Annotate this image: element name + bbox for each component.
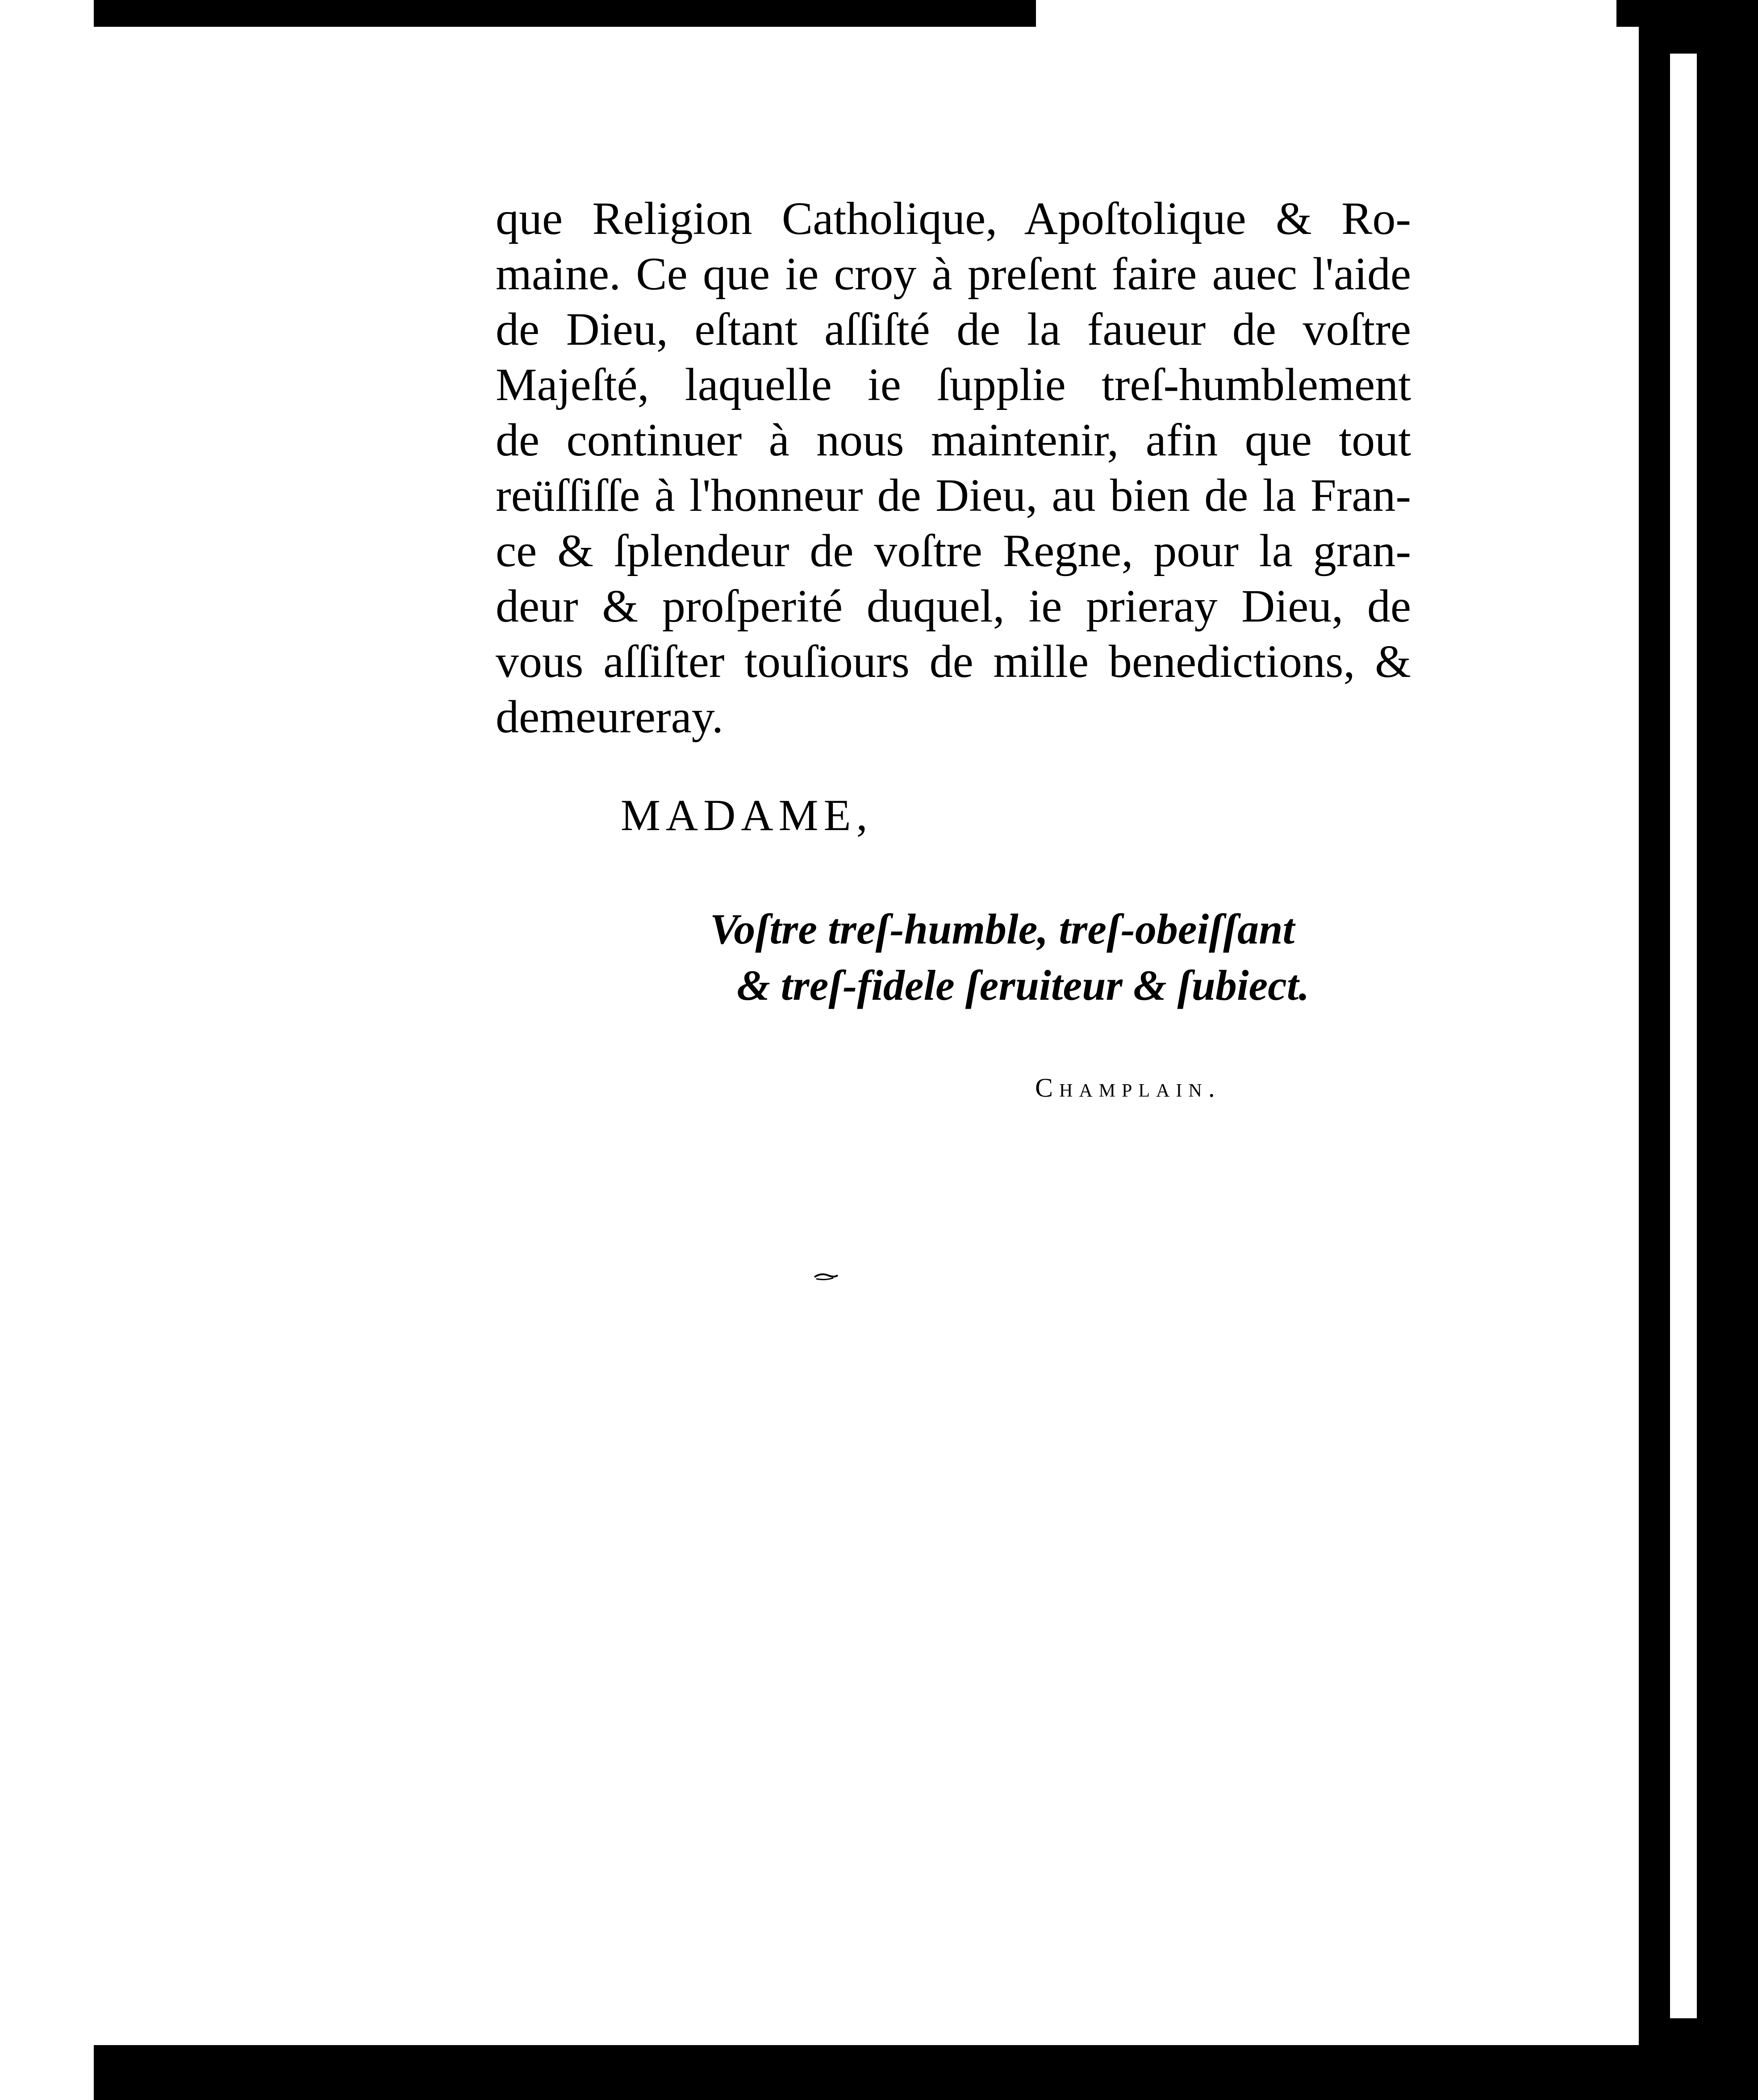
letter-body <box>496 191 1411 745</box>
body-line: ce & ſplendeur de voſtre Regne, pour la gran- <box>496 525 1411 576</box>
body-line: de Dieu, eſtant aſſiſté de la faueur de voſtre <box>496 304 1411 355</box>
closing-line: Voſtre treſ-humble, treſ-obeiſſant <box>710 905 1295 953</box>
body-line: reüſſiſſe à l'honneur de Dieu, au bien de la Fran- <box>496 470 1411 521</box>
scan-left-margin <box>0 0 54 2100</box>
body-line: demeureray. <box>496 691 724 743</box>
body-line: deur & proſperité duquel, ie prieray Dieu, de <box>496 580 1411 632</box>
ornament-mark <box>813 1272 839 1282</box>
body-line: Majeſté, laquelle ie ſupplie treſ-humblement <box>496 359 1411 410</box>
page-right-edge <box>1670 54 1697 2018</box>
signature: Champlain. <box>1035 1073 1221 1102</box>
closing-formula <box>710 901 1309 1014</box>
salutation: MADAME, <box>621 790 873 840</box>
body-line: de continuer à nous maintenir, afin que tout <box>496 414 1411 466</box>
body-line: que Religion Catholique, Apoſtolique & Ro- <box>496 193 1411 244</box>
body-line: vous aſſiſter touſiours de mille benedictions, & <box>496 636 1411 687</box>
page-left-edge <box>54 0 94 2100</box>
closing-line: & treſ-fidele ſeruiteur & ſubiect. <box>737 961 1310 1009</box>
body-line: maine. Ce que ie croy à preſent faire auec l'aide <box>496 248 1411 300</box>
